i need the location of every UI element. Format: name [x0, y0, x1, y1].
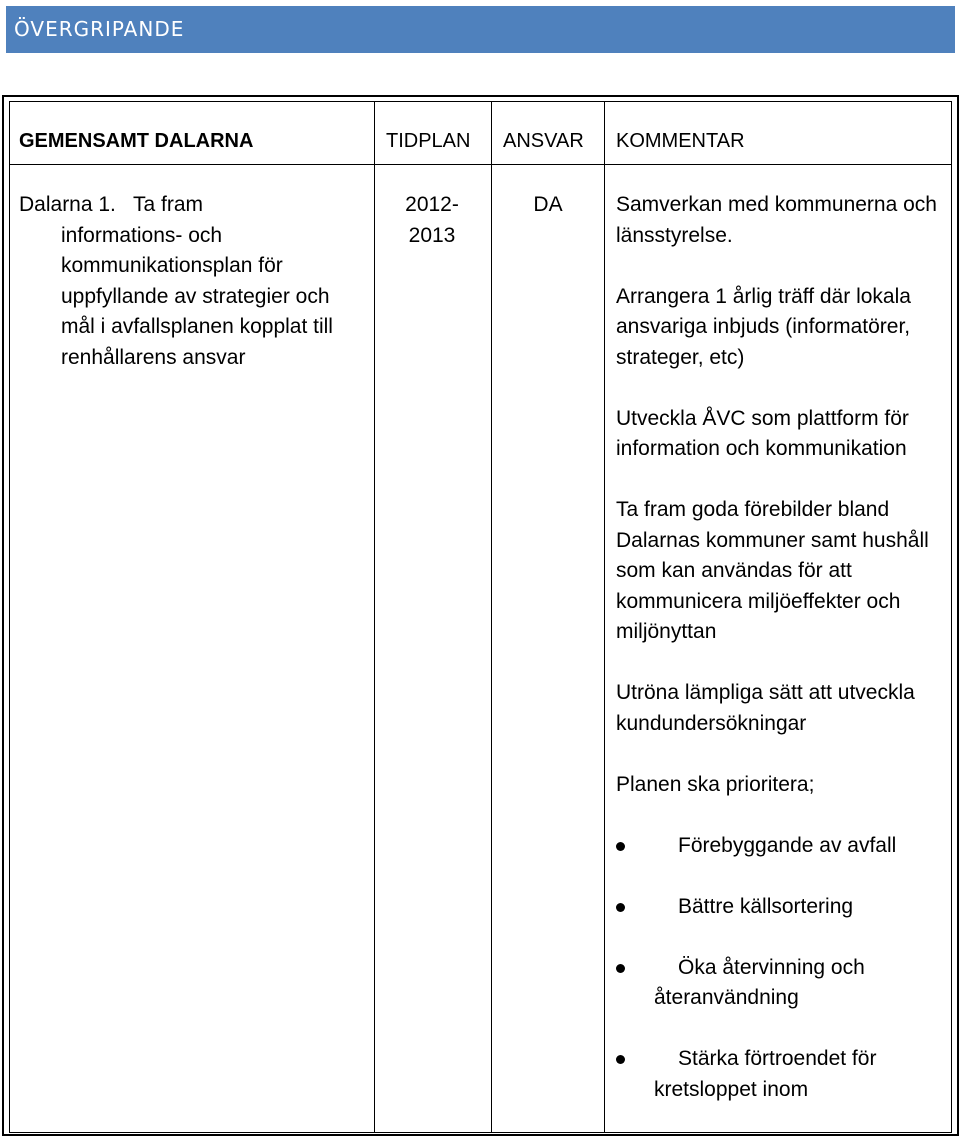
priority-list	[616, 831, 948, 1106]
priority-text: Förebyggande av avfall	[678, 833, 897, 857]
column-divider	[491, 102, 492, 1132]
list-item	[616, 831, 948, 862]
header-comment: KOMMENTAR	[616, 130, 745, 152]
comment-cell	[616, 190, 948, 1136]
goal-description: informations- och kommunikationsplan för uppfyllande av strategier och mål i avfallsplanen kopplat till renhållarens ansvar	[61, 223, 333, 369]
table-grid	[9, 101, 952, 1133]
section-heading: ÖVERGRIPANDE	[6, 6, 955, 53]
schedule-cell: 2012-2013	[405, 193, 459, 247]
priority-text: Bättre källsortering	[678, 894, 854, 918]
comment-paragraph: Ta fram goda förebilder bland Dalarnas kommuner samt hushåll som kan användas för att kommunicera miljöeffekter och miljönyttan	[616, 498, 929, 643]
header-schedule: TIDPLAN	[386, 130, 471, 152]
list-item	[616, 892, 948, 923]
comment-paragraph: Samverkan med kommunerna och länsstyrelse.	[616, 193, 937, 247]
comment-paragraph: Utröna lämpliga sätt att utveckla kundundersökningar	[616, 681, 915, 735]
comment-paragraph: Arrangera 1 årlig träff där lokala ansvariga inbjuds (informatörer, strateger, etc)	[616, 284, 911, 369]
column-divider	[604, 102, 605, 1132]
header-group: GEMENSAMT DALARNA	[19, 130, 254, 152]
bullet-icon	[616, 964, 625, 973]
priority-text: Öka återvinning och återanvändning	[654, 955, 865, 1009]
bullet-icon	[616, 903, 625, 912]
goal-prefix: Dalarna 1. Ta fram	[19, 193, 204, 216]
list-item	[616, 1044, 948, 1105]
priority-text: Stärka förtroendet för kretsloppet inom	[654, 1047, 877, 1101]
bullet-icon	[616, 842, 625, 851]
list-item	[616, 953, 948, 1014]
bullet-icon	[616, 1055, 625, 1064]
column-divider	[374, 102, 375, 1132]
header-responsible: ANSVAR	[503, 130, 584, 152]
comment-paragraph: Planen ska prioritera;	[616, 772, 815, 796]
header-divider	[10, 164, 951, 165]
goal-cell	[19, 190, 364, 373]
comment-paragraph: Utveckla ÅVC som plattform för information och kommunikation	[616, 406, 909, 460]
responsible-cell: DA	[533, 193, 563, 216]
action-table	[2, 95, 959, 1136]
